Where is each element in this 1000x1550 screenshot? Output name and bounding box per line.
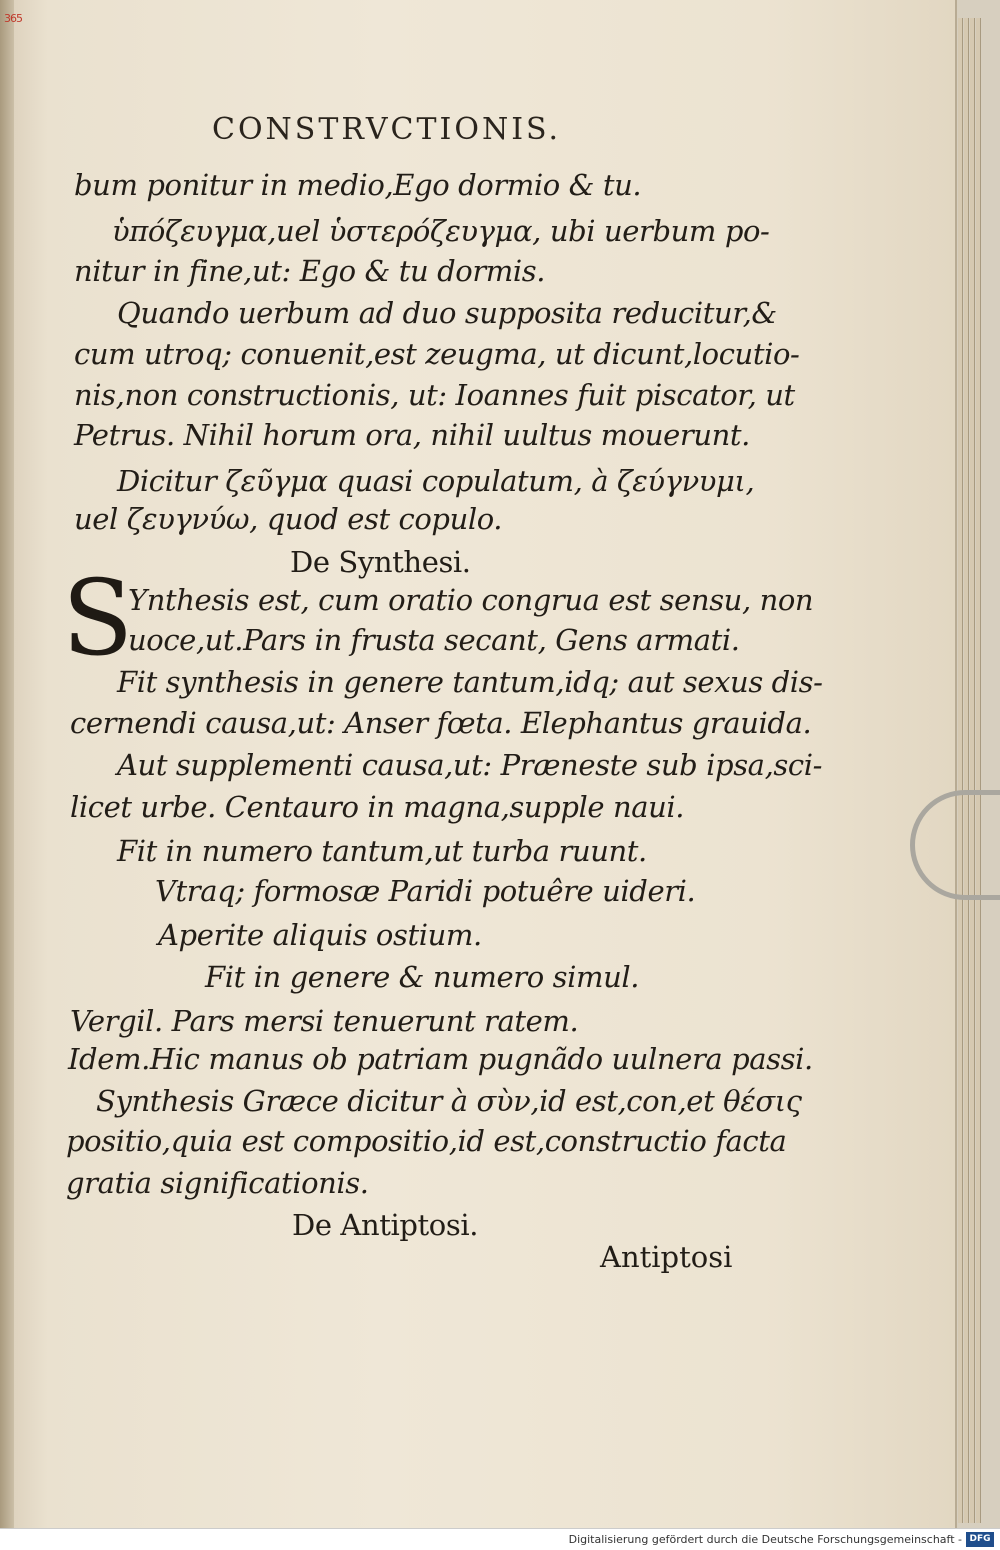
text-line: Fit synthesis in genere tantum,idq; aut sexus dis- bbox=[117, 665, 823, 699]
gutter-shadow bbox=[0, 0, 14, 1528]
text-line: Ynthesis est, cum oratio congrua est sensu, non bbox=[128, 583, 814, 617]
catchword: Antiptosi bbox=[600, 1240, 733, 1274]
text-line: Aperite aliquis ostium. bbox=[158, 918, 482, 952]
running-head: CONSTRVCTIONIS. bbox=[212, 112, 562, 147]
text-line: cum utroq; conuenit,est zeugma, ut dicunt,locutio- bbox=[74, 337, 800, 371]
text-line: cernendi causa,ut: Anser fœta. Elephantus grauida. bbox=[70, 706, 812, 740]
text-line: Quando uerbum ad duo supposita reducitur,& bbox=[117, 296, 777, 330]
text-line: Synthesis Græce dicitur à σὺν,id est,con,et θέσις bbox=[96, 1084, 802, 1118]
text-line: Vergil. Pars mersi tenuerunt ratem. bbox=[70, 1004, 579, 1038]
page-edge bbox=[958, 18, 963, 1523]
text-line: positio,quia est compositio,id est,constructio facta bbox=[66, 1124, 787, 1158]
text-line: nitur in fine,ut: Ego & tu dormis. bbox=[74, 254, 546, 288]
text-line: licet urbe. Centauro in magna,supple naui. bbox=[70, 790, 685, 824]
section-heading: De Antiptosi. bbox=[292, 1208, 479, 1242]
text-line: Dicitur ζεῦγμα quasi copulatum, à ζεύγνυμι, bbox=[117, 464, 755, 498]
text-line: Vtraq; formosæ Paridi potuêre uideri. bbox=[155, 874, 696, 908]
drop-capital: S bbox=[62, 557, 134, 679]
text-line: Fit in numero tantum,ut turba ruunt. bbox=[117, 834, 647, 868]
footer-bar bbox=[0, 1528, 1000, 1550]
text-line: Petrus. Nihil horum ora, nihil uultus mouerunt. bbox=[74, 418, 750, 452]
dfg-logo: DFG bbox=[966, 1532, 994, 1547]
page-edge bbox=[964, 18, 969, 1523]
text-line: ὑπόζευγμα,uel ὑστερόζευγμα, ubi uerbum po- bbox=[112, 214, 770, 248]
section-heading: De Synthesi. bbox=[290, 545, 471, 579]
text-line: nis,non constructionis, ut: Ioannes fuit piscator, ut bbox=[74, 378, 795, 412]
folio-mark: 365 bbox=[4, 12, 22, 25]
text-line: Idem.Hic manus ob patriam pugnãdo uulnera passi. bbox=[68, 1042, 813, 1076]
text-line: Fit in genere & numero simul. bbox=[205, 960, 640, 994]
text-line: gratia significationis. bbox=[66, 1166, 369, 1200]
text-line: uel ζευγνύω, quod est copulo. bbox=[74, 502, 503, 536]
page-edge bbox=[970, 18, 975, 1523]
funding-notice: Digitalisierung gefördert durch die Deutsche Forschungsgemeinschaft - bbox=[568, 1533, 962, 1546]
text-line: uoce,ut.Pars in frusta secant, Gens armati. bbox=[128, 623, 740, 657]
text-line: Aut supplementi causa,ut: Præneste sub ipsa,sci- bbox=[117, 748, 822, 782]
text-line: bum ponitur in medio,Ego dormio & tu. bbox=[74, 168, 642, 202]
page-edge bbox=[976, 18, 981, 1523]
